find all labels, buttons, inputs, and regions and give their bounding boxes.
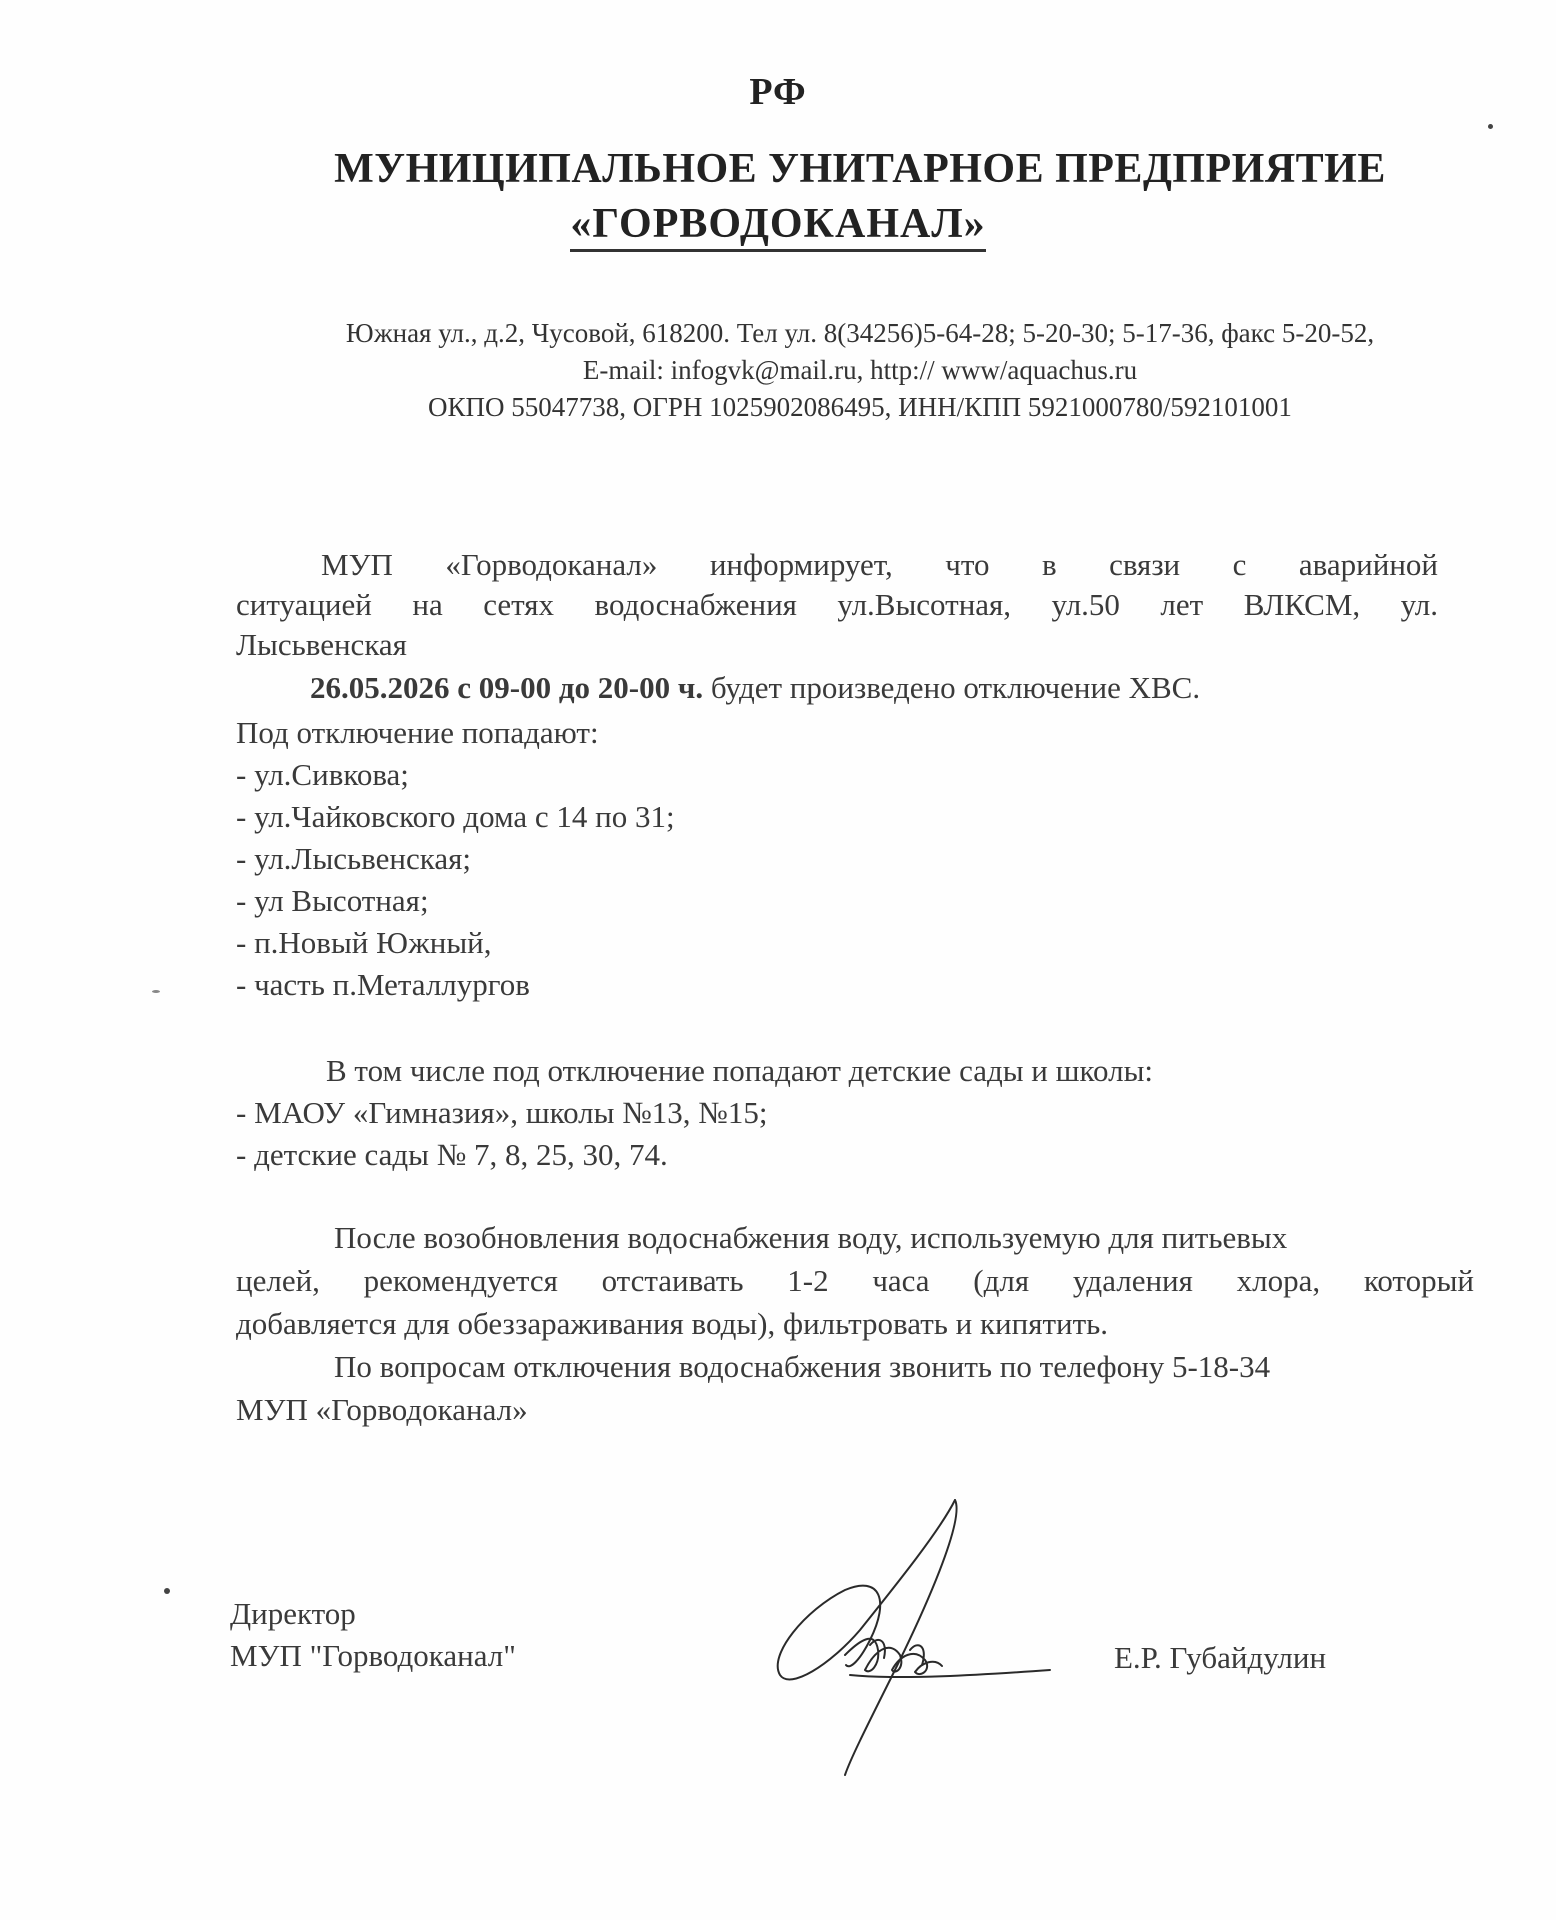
intro-line-2: ситуацией на сетях водоснабжения ул.Высотная, ул.50 лет ВЛКСМ, ул. bbox=[236, 587, 1438, 622]
organization-name-line1: МУНИЦИПАЛЬНОЕ УНИТАРНОЕ ПРЕДПРИЯТИЕ bbox=[334, 146, 1386, 192]
organization-name-line2 bbox=[0, 200, 1556, 248]
list-item: - ул.Лысьвенская; bbox=[236, 841, 471, 876]
list-item: - ул.Чайковского дома с 14 по 31; bbox=[236, 799, 675, 834]
address-phone-line: Южная ул., д.2, Чусовой, 618200. Тел ул. 8(34256)5-64-28; 5-20-30; 5-17-36, факс 5-20-52, bbox=[345, 318, 1375, 348]
signatory-organization: МУП "Горводоканал" bbox=[230, 1638, 516, 1673]
recommendation-line-2: целей, рекомендуется отстаивать 1-2 часа (для удаления хлора, который bbox=[236, 1263, 1474, 1298]
registration-codes-line: ОКПО 55047738, ОГРН 1025902086495, ИНН/КПП 5921000780/592101001 bbox=[428, 392, 1292, 422]
affected-institutions bbox=[236, 1050, 1438, 1176]
handwritten-signature bbox=[750, 1490, 1070, 1790]
recommendation-line-3: добавляется для обеззараживания воды), фильтровать и кипятить. bbox=[236, 1306, 1109, 1341]
signatory-title bbox=[230, 1593, 516, 1677]
country-heading: РФ bbox=[749, 71, 807, 113]
intro-line-3: Лысьвенская bbox=[236, 627, 407, 662]
signatory-name: Е.Р. Губайдулин bbox=[1114, 1640, 1327, 1675]
institutions-intro: В том числе под отключение попадают детские сады и школы: bbox=[326, 1053, 1154, 1088]
organization-footer: МУП «Горводоканал» bbox=[236, 1392, 528, 1427]
notice-intro-paragraph bbox=[236, 545, 1438, 665]
list-item: - МАОУ «Гимназия», школы №13, №15; bbox=[236, 1095, 768, 1130]
recommendation-line-1: После возобновления водоснабжения воду, используемую для питьевых bbox=[334, 1220, 1288, 1255]
outage-description: будет произведено отключение ХВС. bbox=[703, 670, 1201, 705]
list-item: - ул.Сивкова; bbox=[236, 757, 409, 792]
contact-details bbox=[240, 315, 1480, 426]
contact-phone-line: По вопросам отключения водоснабжения звонить по телефону 5-18-34 bbox=[334, 1349, 1271, 1384]
scan-speck bbox=[1488, 124, 1493, 129]
email-website-line: E-mail: infogvk@mail.ru, http:// www/aquachus.ru bbox=[582, 355, 1138, 385]
list-item: - часть п.Металлургов bbox=[236, 967, 530, 1002]
scan-speck bbox=[152, 990, 160, 993]
signatory-position: Директор bbox=[230, 1596, 356, 1631]
list-item: - ул Высотная; bbox=[236, 883, 429, 918]
list-item: - детские сады № 7, 8, 25, 30, 74. bbox=[236, 1137, 668, 1172]
outage-date-time: 26.05.2026 с 09-00 до 20-00 ч. bbox=[310, 670, 704, 705]
organization-short-name: «ГОРВОДОКАНАЛ» bbox=[570, 201, 985, 252]
outage-date-line bbox=[236, 668, 1438, 708]
intro-line-1: МУП «Горводоканал» информирует, что в связи с аварийной bbox=[321, 547, 1438, 582]
scan-speck bbox=[164, 1588, 170, 1594]
list-intro: Под отключение попадают: bbox=[236, 715, 599, 750]
list-item: - п.Новый Южный, bbox=[236, 925, 492, 960]
recommendations-paragraph bbox=[236, 1216, 1474, 1431]
affected-streets-list bbox=[236, 712, 1438, 1006]
